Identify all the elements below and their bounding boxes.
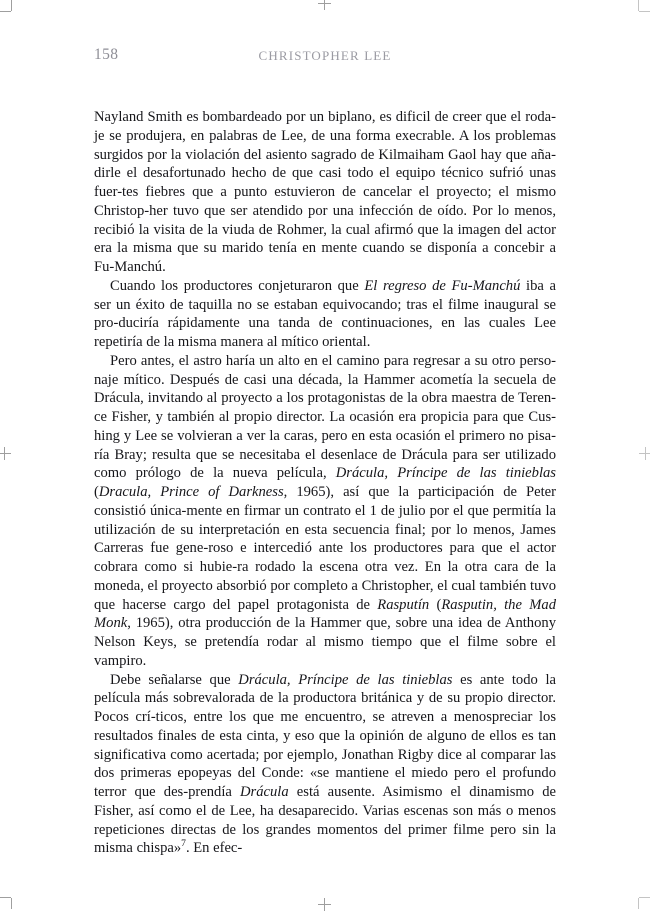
footnote-reference: 7 bbox=[181, 838, 186, 850]
crop-mark-top-left-horizontal bbox=[0, 11, 11, 12]
registration-mark-right-icon bbox=[639, 447, 650, 460]
italic-title: Rasputin, the Mad Monk bbox=[94, 596, 556, 632]
text-run: . En efec- bbox=[185, 840, 243, 857]
text-run: ( bbox=[94, 484, 99, 500]
italic-title: Drácula, Príncipe de las tinieblas bbox=[238, 671, 453, 688]
crop-mark-bottom-right-vertical bbox=[638, 898, 639, 909]
crop-mark-bottom-left-vertical bbox=[11, 898, 12, 909]
italic-title: Rasputín bbox=[377, 596, 430, 613]
text-run: Debe señalarse que bbox=[110, 671, 239, 688]
page-number: 158 bbox=[94, 46, 119, 63]
text-run: ( bbox=[429, 596, 442, 613]
italic-title: Drácula bbox=[240, 784, 289, 800]
italic-title: Dracula, Prince of Darkness bbox=[98, 484, 284, 500]
registration-mark-bottom-icon bbox=[318, 898, 331, 911]
paragraph bbox=[94, 352, 556, 671]
crop-mark-top-right-vertical bbox=[638, 0, 639, 11]
text-run: está ausente. Asimismo el dinamismo de Fisher, así como el de Lee, ha desaparecido. Varias escenas son más o menos repeticiones directas de los grandes momentos del primer filme pero sin la misma chispa» bbox=[94, 784, 557, 857]
text-run: iba a ser un éxito de taquilla no se estaban equivocando; tras el filme inaugural se pro-duciría rápidamente una tanda de continuaciones, en las cuales Lee repetiría de la misma manera al mítico oriental. bbox=[94, 277, 556, 350]
registration-mark-left-icon bbox=[0, 447, 11, 460]
italic-title: Drácula, Príncipe de las tinieblas bbox=[335, 465, 556, 482]
crop-mark-top-right-horizontal bbox=[639, 11, 650, 12]
body-text-block bbox=[94, 108, 556, 858]
running-head-title: CHRISTOPHER LEE bbox=[258, 48, 392, 63]
paragraph bbox=[94, 108, 556, 277]
text-run: Pero antes, el astro haría un alto en el camino para regresar a su otro perso-naje mítico. Después de casi una década, la Hammer acometía la secuela de Drácula, invitando al proyecto a los protagonistas de la obra maestra de Teren-ce Fisher, y también al propio director. La ocasión era propicia para que Cus-hing y Lee se volvieran a ver la caras, pero en esta ocasión el primero no pisa-ría Bray; resulta que se necesitaba el desenlace de Drácula para ser utilizado como prólogo de la nueva película, bbox=[94, 352, 556, 482]
crop-mark-bottom-right-horizontal bbox=[639, 897, 650, 898]
text-run: es ante todo la película más sobrevalorada de la productora británica y de su propio director. Pocos crí-ticos, entre los que me encuentro, se atreven a menospreciar los resultados finales de esta cinta, y eso que la opinión de alguno de ellos es tan significativa como acertada; por ejemplo, Jonathan Rigby dice al comparar las dos primeras epopeyas del Conde: «se mantiene el miedo pero el profundo terror que des-prendía bbox=[94, 671, 556, 800]
text-run: , 1965), así que la participación de Peter consistió única-mente en firmar un contrato el 1 de julio por el que permitía la utilización de su interpretación en esta secuencia final; por lo menos, James Carreras fue gene-roso e intercedió ante los productores para que el actor cobrara como si hubie-ra rodado la escena otra vez. En la otra cara de la moneda, el proyecto absorbió por completo a Christopher, el cual también tuvo que hacerse cargo del papel protagonista de bbox=[94, 484, 556, 613]
crop-mark-top-left-vertical bbox=[11, 0, 12, 11]
paragraph bbox=[94, 671, 556, 859]
paragraph bbox=[94, 277, 556, 352]
running-head bbox=[94, 46, 556, 68]
text-run: Nayland Smith es bombardeado por un biplano, es dificil de creer que el roda-je se produjera, en palabras de Lee, de una forma execrable. A los problemas surgidos por la violación del asiento sagrado de Kilmaiham Gaol hay que aña-dirle el desafortunado hecho de que casi todo el equipo técnico sufrió unas fuer-tes fiebres que a punto estuvieron de cancelar el proyecto; el mismo Christop-her tuvo que ser atendido por una infección de oído. Por lo menos, recibió la visita de la viuda de Rohmer, la cual afirmó que la imagen del actor era la misma que su marido tenía en mente cuando se disponía a concebir a Fu-Manchú. bbox=[94, 109, 556, 275]
crop-mark-bottom-left-horizontal bbox=[0, 897, 11, 898]
italic-title: El regreso de Fu-Manchú bbox=[364, 277, 521, 294]
text-run: , 1965), otra producción de la Hammer que, sobre una idea de Anthony Nelson Keys, se pretendía rodar al mismo tiempo que el filme sobre el vampiro. bbox=[94, 615, 556, 669]
registration-mark-top-icon bbox=[318, 0, 331, 10]
text-run: Cuando los productores conjeturaron que bbox=[110, 277, 365, 294]
